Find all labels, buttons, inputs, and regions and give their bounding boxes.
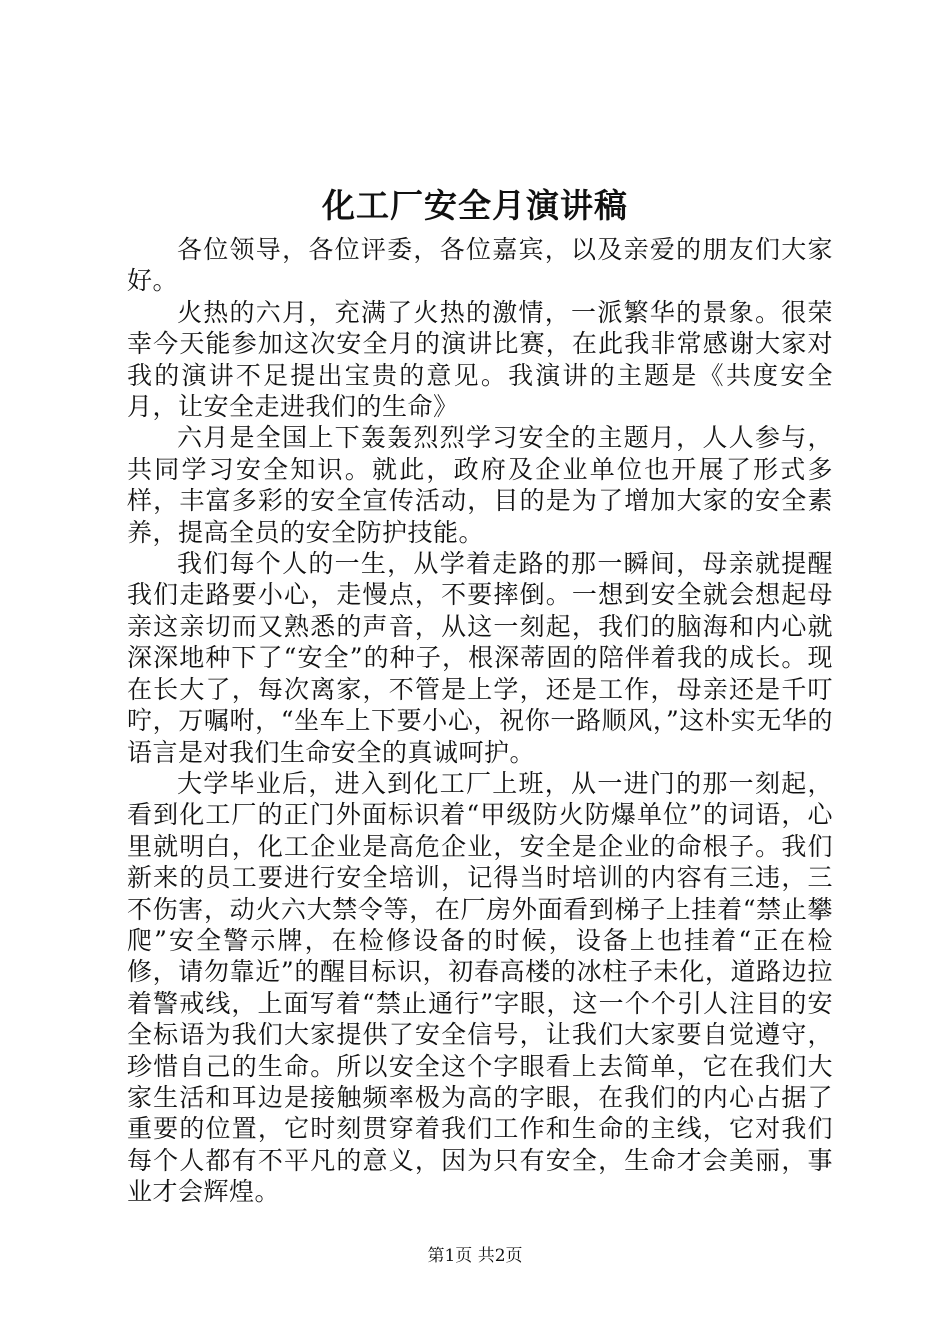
paragraph-safety-month: 六月是全国上下轰轰烈烈学习安全的主题月，人人参与，共同学习安全知识。就此，政府及企业单位也开展了形式多样，丰富多彩的安全宣传活动，目的是为了增加大家的安全素养，提高全员的安全防护技能。 xyxy=(127,423,833,547)
paragraph-mother: 我们每个人的一生，从学着走路的那一瞬间，母亲就提醒我们走路要小心，走慢点，不要摔倒。一想到安全就会想起母亲这亲切而又熟悉的声音，从这一刻起，我们的脑海和内心就深深地种下了“安全”的种子，根深蒂固的陪伴着我的成长。现在长大了，每次离家，不管是上学，还是工作，母亲还是千叮咛，万嘱咐，“坐车上下要小心，祝你一路顺风，”这朴实无华的语言是对我们生命安全的真诚呵护。 xyxy=(127,549,833,767)
paragraph-greeting: 各位领导，各位评委，各位嘉宾，以及亲爱的朋友们大家好。 xyxy=(127,235,833,296)
paragraph-intro: 火热的六月，充满了火热的激情，一派繁华的景象。很荣幸今天能参加这次安全月的演讲比赛，在此我非常感谢大家对我的演讲不足提出宝贵的意见。我演讲的主题是《共度安全月，让安全走进我们的生命》 xyxy=(127,297,833,422)
paragraph-factory: 大学毕业后，进入到化工厂上班，从一进门的那一刻起，看到化工厂的正门外面标识着“甲级防火防爆单位”的词语，心里就明白，化工企业是高危企业，安全是企业的命根子。我们新来的员工要进行安全培训，记得当时培训的内容有三违，三不伤害，动火六大禁令等，在厂房外面看到梯子上挂着“禁止攀爬”安全警示牌，在检修设备的时候，设备上也挂着“正在检修，请勿靠近”的醒目标识，初春高楼的冰柱子未化，道路边拉着警戒线，上面写着“禁止通行”字眼，这一个个引人注目的安全标语为我们大家提供了安全信号，让我们大家要自觉遵守，珍惜自己的生命。所以安全这个字眼看上去简单，它在我们大家生活和耳边是接触频率极为高的字眼，在我们的内心占据了重要的位置，它时刻贯穿着我们工作和生命的主线，它对我们每个人都有不平凡的意义，因为只有安全，生命才会美丽，事业才会辉煌。 xyxy=(127,768,833,1207)
document-body xyxy=(127,234,833,1208)
document-title: 化工厂安全月演讲稿 xyxy=(322,186,628,225)
page-indicator: 第1页 共2页 xyxy=(427,1246,523,1266)
